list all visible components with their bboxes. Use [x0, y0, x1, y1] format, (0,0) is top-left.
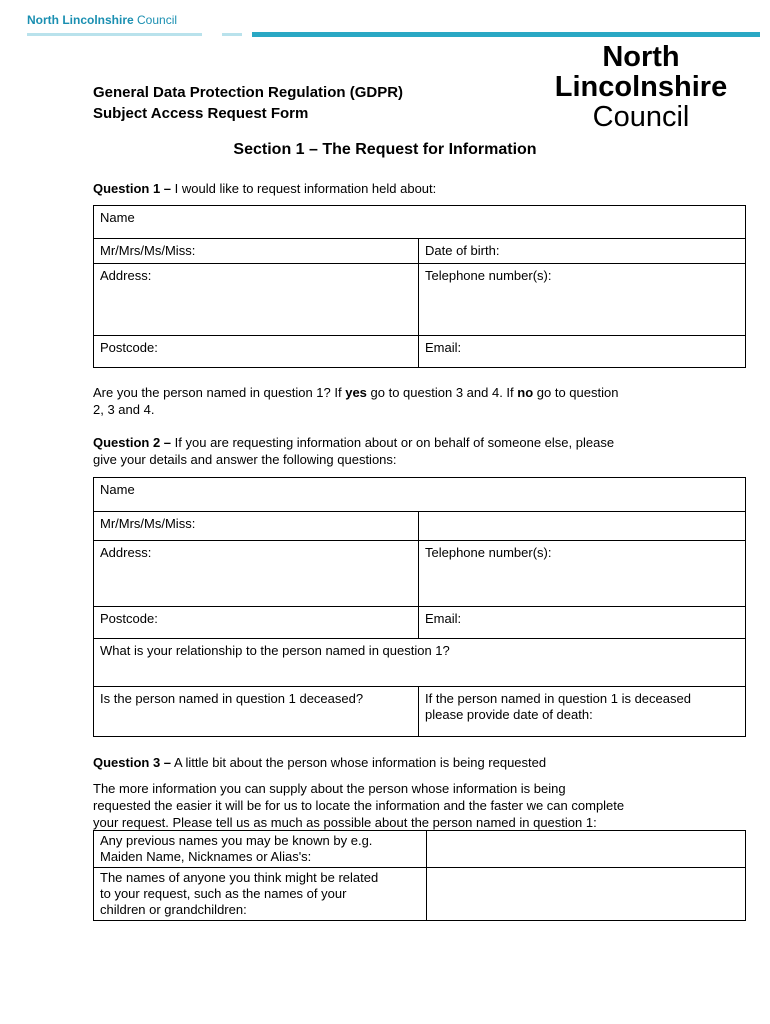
q2-name-label: Name [100, 482, 135, 497]
q2-postcode-label: Postcode: [100, 611, 158, 626]
q2-address-label: Address: [100, 545, 152, 560]
header-bar [27, 32, 760, 37]
q1-name-field[interactable] [94, 206, 746, 239]
logo-line-1: North [602, 41, 680, 73]
council-logo [546, 42, 736, 132]
q2-prompt [93, 434, 713, 468]
q2-email-field[interactable] [419, 607, 746, 639]
q2-address-field[interactable] [94, 541, 419, 607]
q2-dod-field[interactable] [419, 687, 746, 737]
q1-followup-part1: Are you the person named in question 1? If [93, 385, 346, 400]
q1-label: Question 1 – [93, 181, 172, 196]
q1-postcode-label: Postcode: [100, 340, 158, 355]
q2-label: Question 2 – [93, 435, 172, 450]
logo-line-3: Council [592, 101, 690, 133]
q2-deceased-label: Is the person named in question 1 deceased? [100, 691, 364, 706]
header-bar-segment [27, 33, 202, 36]
q3-intro-line3: your request. Please tell us as much as possible about the person named in question 1: [93, 815, 597, 830]
q2-dod-label-line2: please provide date of death: [425, 707, 593, 722]
q1-prompt [93, 180, 713, 197]
q3-rel-line3: children or grandchildren: [100, 902, 247, 917]
q2-postcode-field[interactable] [94, 607, 419, 639]
q1-address-field[interactable] [94, 264, 419, 336]
logo-line-2: Lincolnshire [554, 71, 728, 103]
q1-title-field[interactable] [94, 239, 419, 264]
q3-text: A little bit about the person whose information is being requested [173, 755, 547, 770]
q2-blank-field[interactable] [419, 512, 746, 541]
q2-text-line1: If you are requesting information about or on behalf of someone else, please [174, 435, 615, 450]
q1-email-field[interactable] [419, 336, 746, 368]
header-brand-light: Council [137, 13, 178, 27]
q1-table [93, 205, 746, 368]
header-brand [27, 13, 177, 27]
q2-dod-label-line1: If the person named in question 1 is deceased [425, 691, 691, 706]
q1-title-label: Mr/Mrs/Ms/Miss: [100, 243, 196, 258]
q2-phone-field[interactable] [419, 541, 746, 607]
q1-followup-part2: go to question 3 and 4. If [366, 385, 518, 400]
q1-text: I would like to request information held about: [174, 181, 437, 196]
header-bar-segment [222, 33, 242, 36]
q3-table [93, 830, 746, 921]
q3-previous-names-label-cell [94, 831, 427, 868]
q3-rel-line1: The names of anyone you think might be related [100, 870, 379, 885]
q3-label: Question 3 – [93, 755, 172, 770]
q2-table [93, 477, 746, 737]
q3-prev-line2: Maiden Name, Nicknames or Alias's: [100, 849, 312, 864]
q1-followup [93, 384, 713, 418]
q2-relationship-field[interactable] [94, 639, 746, 687]
q3-related-names-input[interactable] [427, 868, 746, 921]
q1-followup-yes: yes [345, 385, 367, 400]
header-brand-bold: North Lincolnshire [27, 13, 134, 27]
q3-prompt [93, 754, 713, 771]
title-line-1: General Data Protection Regulation (GDPR) [93, 84, 404, 101]
q3-previous-names-input[interactable] [427, 831, 746, 868]
q2-email-label: Email: [425, 611, 462, 626]
title-line-2: Subject Access Request Form [93, 105, 309, 122]
q1-postcode-field[interactable] [94, 336, 419, 368]
q3-rel-line2: to your request, such as the names of your [100, 886, 347, 901]
q1-name-label: Name [100, 210, 135, 225]
q1-phone-field[interactable] [419, 264, 746, 336]
q3-related-names-label-cell [94, 868, 427, 921]
q2-deceased-field[interactable] [94, 687, 419, 737]
q2-title-field[interactable] [94, 512, 419, 541]
q3-intro [93, 780, 733, 831]
q1-dob-field[interactable] [419, 239, 746, 264]
q2-phone-label: Telephone number(s): [425, 545, 552, 560]
q1-followup-no: no [517, 385, 534, 400]
document-title [93, 82, 403, 124]
q1-email-label: Email: [425, 340, 462, 355]
q3-prev-line1: Any previous names you may be known by e.g. [100, 833, 373, 848]
q1-followup-line2: 2, 3 and 4. [93, 402, 155, 417]
q2-relationship-label: What is your relationship to the person named in question 1? [100, 643, 450, 658]
q1-address-label: Address: [100, 268, 152, 283]
q3-intro-line1: The more information you can supply about the person whose information is being [93, 781, 566, 796]
q2-name-field[interactable] [94, 478, 746, 512]
header-bar-segment [252, 32, 760, 37]
q1-followup-part3: go to question [533, 385, 619, 400]
q2-text-line2: give your details and answer the following questions: [93, 452, 397, 467]
q2-title-label: Mr/Mrs/Ms/Miss: [100, 516, 196, 531]
q1-phone-label: Telephone number(s): [425, 268, 552, 283]
section-heading: Section 1 – The Request for Information [233, 141, 537, 158]
q3-intro-line2: requested the easier it will be for us to locate the information and the faster we can complete [93, 798, 625, 813]
q1-dob-label: Date of birth: [425, 243, 500, 258]
